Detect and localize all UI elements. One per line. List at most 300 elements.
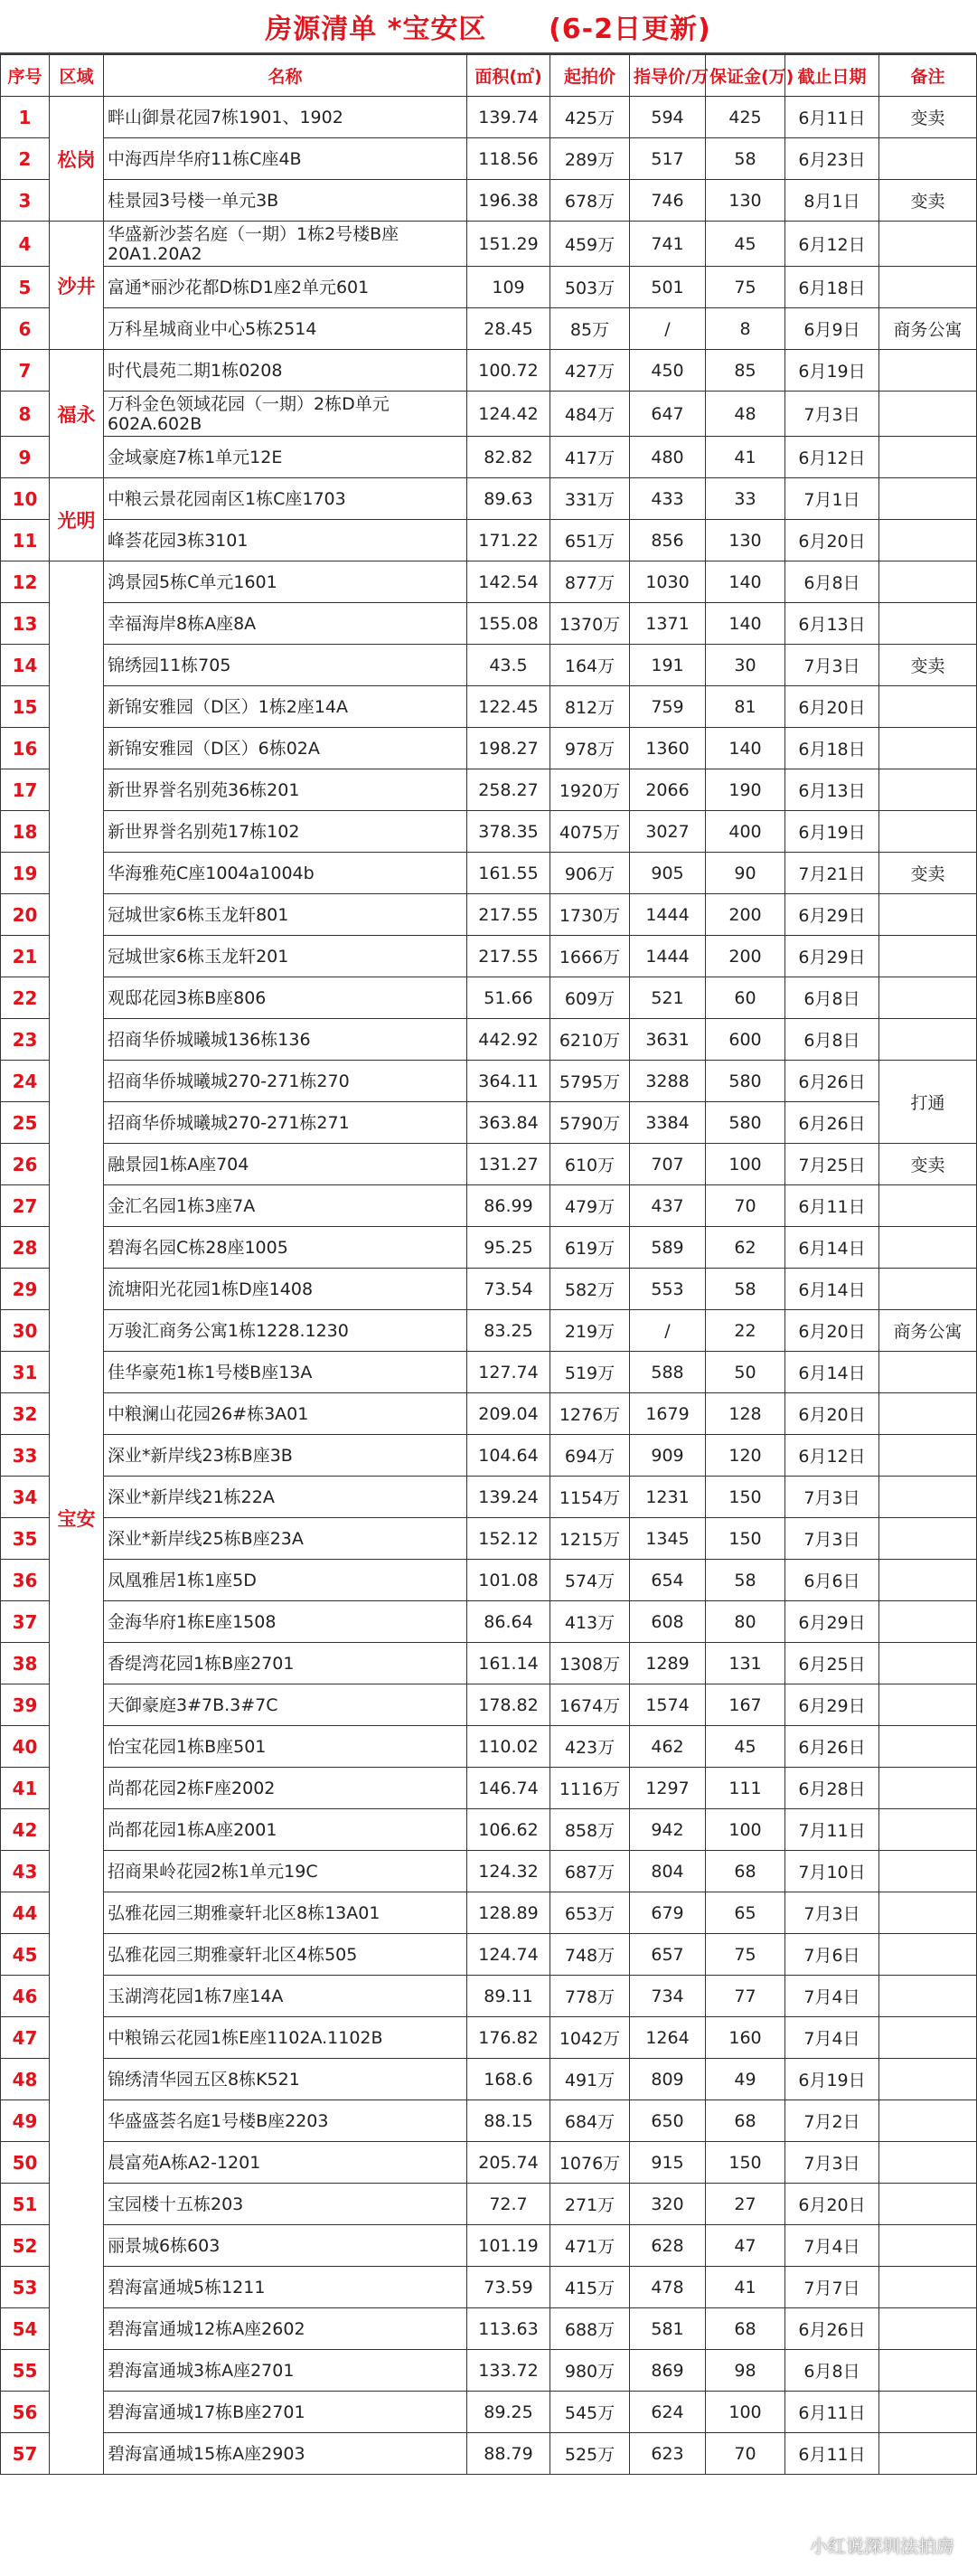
area-value: 43.5 [467,645,550,686]
table-row [1,1976,977,2017]
area-value: 73.54 [467,1269,550,1310]
area-value: 139.74 [467,97,550,138]
table-row [1,1352,977,1393]
row-number: 47 [1,2017,50,2059]
table-row [1,811,977,853]
guide-price: 623 [630,2433,706,2475]
start-price: 331万 [550,478,630,520]
table-row [1,478,977,520]
start-price: 85万 [550,308,630,350]
table-row [1,520,977,561]
row-number: 21 [1,936,50,977]
note-cell [879,769,977,811]
table-row [1,437,977,478]
deposit: 77 [706,1976,785,2017]
guide-price: 1030 [630,561,706,603]
row-number: 1 [1,97,50,138]
deposit: 131 [706,1643,785,1684]
start-price: 1042万 [550,2017,630,2059]
deadline: 6月25日 [785,1643,879,1684]
guide-price: 1297 [630,1768,706,1809]
start-price: 471万 [550,2225,630,2267]
property-name: 万科星城商业中心5栋2514 [104,308,467,350]
row-number: 42 [1,1809,50,1851]
property-name: 碧海富通城12栋A座2602 [104,2308,467,2350]
guide-price: 581 [630,2308,706,2350]
page-title: 房源清单 *宝安区 (6-2日更新) [265,14,711,45]
start-price: 425万 [550,97,630,138]
note-cell [879,1269,977,1310]
deposit: 167 [706,1684,785,1726]
note-cell [879,1352,977,1393]
row-number: 35 [1,1518,50,1560]
header-deposit: 保证金(万) [706,55,785,97]
table-row [1,769,977,811]
deadline: 7月3日 [785,1892,879,1934]
deadline: 7月6日 [785,1934,879,1976]
deposit: 49 [706,2059,785,2100]
property-name: 深业*新岸线25栋B座23A [104,1518,467,1560]
deposit: 62 [706,1227,785,1269]
table-row [1,267,977,308]
guide-price: 1444 [630,936,706,977]
property-table [0,54,977,2475]
note-cell [879,437,977,478]
watermark-text: 小红说深圳法拍房 [810,2534,954,2557]
start-price: 678万 [550,180,630,222]
deadline: 8月1日 [785,180,879,222]
row-number: 19 [1,853,50,894]
deadline: 6月18日 [785,728,879,769]
note-cell [879,1435,977,1477]
start-price: 503万 [550,267,630,308]
property-name: 新世界誉名别苑36栋201 [104,769,467,811]
table-row [1,2350,977,2392]
start-price: 271万 [550,2184,630,2225]
deposit: 100 [706,1144,785,1185]
start-price: 980万 [550,2350,630,2392]
deposit: 41 [706,2267,785,2308]
table-row [1,1851,977,1892]
deposit: 70 [706,1185,785,1227]
table-row [1,1061,977,1102]
row-number: 57 [1,2433,50,2475]
area-value: 83.25 [467,1310,550,1352]
note-cell [879,894,977,936]
deposit: 41 [706,437,785,478]
area-value: 171.22 [467,520,550,561]
deadline: 6月11日 [785,1185,879,1227]
property-name: 华盛新沙荟名庭（一期）1栋2号楼B座20A1.20A2 [104,222,467,267]
row-number: 52 [1,2225,50,2267]
deadline: 6月19日 [785,2059,879,2100]
area-value: 86.99 [467,1185,550,1227]
region-cell: 光明 [50,478,104,561]
table-row [1,97,977,138]
area-value: 178.82 [467,1684,550,1726]
note-cell [879,478,977,520]
row-number: 40 [1,1726,50,1768]
start-price: 1666万 [550,936,630,977]
guide-price: 433 [630,478,706,520]
note-cell [879,1934,977,1976]
deposit: 200 [706,894,785,936]
note-cell [879,2392,977,2433]
deposit: 58 [706,1560,785,1601]
deadline: 6月11日 [785,97,879,138]
property-name: 万骏汇商务公寓1栋1228.1230 [104,1310,467,1352]
deadline: 6月26日 [785,1726,879,1768]
area-value: 100.72 [467,350,550,392]
deposit: 50 [706,1352,785,1393]
guide-price: / [630,1310,706,1352]
property-name: 弘雅花园三期雅豪轩北区8栋13A01 [104,1892,467,1934]
guide-price: 501 [630,267,706,308]
start-price: 653万 [550,1892,630,1934]
property-name: 融景园1栋A座704 [104,1144,467,1185]
row-number: 36 [1,1560,50,1601]
area-value: 196.38 [467,180,550,222]
deposit: 150 [706,1518,785,1560]
property-name: 畔山御景花园7栋1901、1902 [104,97,467,138]
start-price: 417万 [550,437,630,478]
guide-price: 3027 [630,811,706,853]
start-price: 582万 [550,1269,630,1310]
start-price: 1674万 [550,1684,630,1726]
note-cell [879,1601,977,1643]
guide-price: 437 [630,1185,706,1227]
start-price: 1370万 [550,603,630,645]
property-name: 新锦安雅园（D区）1栋2座14A [104,686,467,728]
area-value: 131.27 [467,1144,550,1185]
guide-price: 320 [630,2184,706,2225]
start-price: 423万 [550,1726,630,1768]
area-value: 142.54 [467,561,550,603]
property-name: 峰荟花园3栋3101 [104,520,467,561]
note-cell: 变卖 [879,97,977,138]
note-cell [879,2308,977,2350]
start-price: 219万 [550,1310,630,1352]
start-price: 545万 [550,2392,630,2433]
note-cell [879,1851,977,1892]
deadline: 6月14日 [785,1352,879,1393]
deposit: 8 [706,308,785,350]
deposit: 190 [706,769,785,811]
row-number: 25 [1,1102,50,1144]
start-price: 877万 [550,561,630,603]
guide-price: 650 [630,2100,706,2142]
row-number: 3 [1,180,50,222]
row-number: 5 [1,267,50,308]
guide-price: 594 [630,97,706,138]
note-cell [879,1684,977,1726]
property-name: 玉湖湾花园1栋7座14A [104,1976,467,2017]
property-name: 新锦安雅园（D区）6栋02A [104,728,467,769]
start-price: 858万 [550,1809,630,1851]
guide-price: 679 [630,1892,706,1934]
deadline: 6月23日 [785,138,879,180]
property-name: 碧海富通城5栋1211 [104,2267,467,2308]
note-cell [879,267,977,308]
deposit: 130 [706,520,785,561]
row-number: 4 [1,222,50,267]
note-cell [879,936,977,977]
area-value: 89.25 [467,2392,550,2433]
table-row [1,1435,977,1477]
deadline: 7月4日 [785,1976,879,2017]
note-cell: 打通 [879,1061,977,1144]
watermark [775,2531,954,2558]
row-number: 26 [1,1144,50,1185]
row-number: 8 [1,392,50,437]
property-name: 华盛盛荟名庭1号楼B座2203 [104,2100,467,2142]
property-name: 弘雅花园三期雅豪轩北区4栋505 [104,1934,467,1976]
row-number: 11 [1,520,50,561]
deadline: 6月8日 [785,1019,879,1061]
area-value: 363.84 [467,1102,550,1144]
table-row [1,1892,977,1934]
deadline: 6月20日 [785,1393,879,1435]
area-value: 86.64 [467,1601,550,1643]
guide-price: 909 [630,1435,706,1477]
deadline: 6月29日 [785,936,879,977]
note-cell [879,2350,977,2392]
region-cell: 宝安 [50,561,104,2475]
row-number: 44 [1,1892,50,1934]
table-row [1,1102,977,1144]
start-price: 906万 [550,853,630,894]
table-row [1,936,977,977]
note-cell: 商务公寓 [879,308,977,350]
deadline: 6月26日 [785,1102,879,1144]
start-price: 413万 [550,1601,630,1643]
note-cell [879,561,977,603]
property-name: 佳华豪苑1栋1号楼B座13A [104,1352,467,1393]
table-row [1,603,977,645]
table-row [1,2267,977,2308]
deposit: 111 [706,1768,785,1809]
area-value: 28.45 [467,308,550,350]
table-row [1,2142,977,2184]
note-cell [879,2184,977,2225]
property-name: 碧海富通城17栋B座2701 [104,2392,467,2433]
property-name: 碧海富通城15栋A座2903 [104,2433,467,2475]
row-number: 6 [1,308,50,350]
row-number: 24 [1,1061,50,1102]
table-row [1,222,977,267]
region-cell: 沙井 [50,222,104,350]
row-number: 56 [1,2392,50,2433]
property-name: 招商华侨城曦城136栋136 [104,1019,467,1061]
row-number: 20 [1,894,50,936]
row-number: 43 [1,1851,50,1892]
start-price: 1920万 [550,769,630,811]
start-price: 1116万 [550,1768,630,1809]
deposit: 120 [706,1435,785,1477]
start-price: 4075万 [550,811,630,853]
property-name: 中海西岸华府11栋C座4B [104,138,467,180]
guide-price: 804 [630,1851,706,1892]
start-price: 684万 [550,2100,630,2142]
table-row [1,2392,977,2433]
area-value: 122.45 [467,686,550,728]
guide-price: 588 [630,1352,706,1393]
table-row [1,2308,977,2350]
row-number: 28 [1,1227,50,1269]
guide-price: 3384 [630,1102,706,1144]
note-cell [879,1643,977,1684]
deposit: 45 [706,1726,785,1768]
note-cell [879,2267,977,2308]
area-value: 217.55 [467,936,550,977]
note-cell: 商务公寓 [879,1310,977,1352]
start-price: 427万 [550,350,630,392]
area-value: 139.24 [467,1477,550,1518]
table-row [1,1560,977,1601]
deposit: 48 [706,392,785,437]
row-number: 23 [1,1019,50,1061]
deposit: 90 [706,853,785,894]
row-number: 13 [1,603,50,645]
deadline: 6月13日 [785,603,879,645]
table-row [1,977,977,1019]
row-number: 45 [1,1934,50,1976]
area-value: 176.82 [467,2017,550,2059]
property-name: 华海雅苑C座1004a1004b [104,853,467,894]
deposit: 150 [706,2142,785,2184]
guide-price: 191 [630,645,706,686]
start-price: 687万 [550,1851,630,1892]
start-price: 651万 [550,520,630,561]
note-cell [879,2017,977,2059]
property-name: 鸿景园5栋C单元1601 [104,561,467,603]
deadline: 7月4日 [785,2225,879,2267]
property-name: 观邸花园3栋B座806 [104,977,467,1019]
property-name: 晨富苑A栋A2-1201 [104,2142,467,2184]
deadline: 6月14日 [785,1269,879,1310]
deadline: 6月20日 [785,520,879,561]
note-cell [879,1019,977,1061]
deadline: 6月26日 [785,2308,879,2350]
deadline: 7月11日 [785,1809,879,1851]
area-value: 146.74 [467,1768,550,1809]
guide-price: 1679 [630,1393,706,1435]
table-row [1,1227,977,1269]
guide-price: 1264 [630,2017,706,2059]
guide-price: 809 [630,2059,706,2100]
area-value: 217.55 [467,894,550,936]
guide-price: 657 [630,1934,706,1976]
guide-price: 741 [630,222,706,267]
start-price: 1276万 [550,1393,630,1435]
note-cell [879,1892,977,1934]
area-value: 258.27 [467,769,550,811]
guide-price: 746 [630,180,706,222]
deposit: 150 [706,1477,785,1518]
start-price: 574万 [550,1560,630,1601]
start-price: 610万 [550,1144,630,1185]
start-price: 1076万 [550,2142,630,2184]
guide-price: 521 [630,977,706,1019]
note-cell [879,1477,977,1518]
area-value: 51.66 [467,977,550,1019]
deadline: 6月12日 [785,437,879,478]
note-cell [879,2225,977,2267]
deposit: 45 [706,222,785,267]
area-value: 118.56 [467,138,550,180]
deadline: 6月13日 [785,769,879,811]
start-price: 479万 [550,1185,630,1227]
row-number: 34 [1,1477,50,1518]
title-bar [0,0,976,54]
area-value: 442.92 [467,1019,550,1061]
property-name: 深业*新岸线21栋22A [104,1477,467,1518]
property-name: 金域豪庭7栋1单元12E [104,437,467,478]
deadline: 7月3日 [785,2142,879,2184]
deposit: 600 [706,1019,785,1061]
row-number: 18 [1,811,50,853]
area-value: 88.15 [467,2100,550,2142]
property-name: 桂景园3号楼一单元3B [104,180,467,222]
deadline: 6月26日 [785,1061,879,1102]
note-cell [879,1809,977,1851]
row-number: 32 [1,1393,50,1435]
guide-price: 647 [630,392,706,437]
table-row [1,894,977,936]
area-value: 124.74 [467,1934,550,1976]
property-name: 万科金色领域花园（一期）2栋D单元602A.602B [104,392,467,437]
table-row [1,1601,977,1643]
property-name: 宝园楼十五栋203 [104,2184,467,2225]
deposit: 128 [706,1393,785,1435]
property-name: 金汇名园1栋3座7A [104,1185,467,1227]
deposit: 81 [706,686,785,728]
note-cell [879,1768,977,1809]
row-number: 53 [1,2267,50,2308]
start-price: 459万 [550,222,630,267]
deposit: 580 [706,1102,785,1144]
area-value: 101.19 [467,2225,550,2267]
row-number: 12 [1,561,50,603]
table-row [1,1477,977,1518]
table-row [1,561,977,603]
guide-price: 734 [630,1976,706,2017]
deposit: 80 [706,1601,785,1643]
area-value: 151.29 [467,222,550,267]
table-row [1,1393,977,1435]
row-number: 9 [1,437,50,478]
property-name: 中粮云景花园南区1栋C座1703 [104,478,467,520]
deposit: 58 [706,138,785,180]
header-start-price: 起拍价 [550,55,630,97]
area-value: 106.62 [467,1809,550,1851]
table-row [1,1809,977,1851]
deadline: 7月25日 [785,1144,879,1185]
area-value: 128.89 [467,1892,550,1934]
deadline: 6月29日 [785,1601,879,1643]
deposit: 70 [706,2433,785,2475]
area-value: 72.7 [467,2184,550,2225]
deposit: 75 [706,267,785,308]
table-row [1,1310,977,1352]
table-row [1,1768,977,1809]
property-name: 冠城世家6栋玉龙轩201 [104,936,467,977]
note-cell [879,2433,977,2475]
guide-price: 589 [630,1227,706,1269]
table-row [1,2184,977,2225]
table-row [1,1269,977,1310]
deadline: 7月3日 [785,645,879,686]
